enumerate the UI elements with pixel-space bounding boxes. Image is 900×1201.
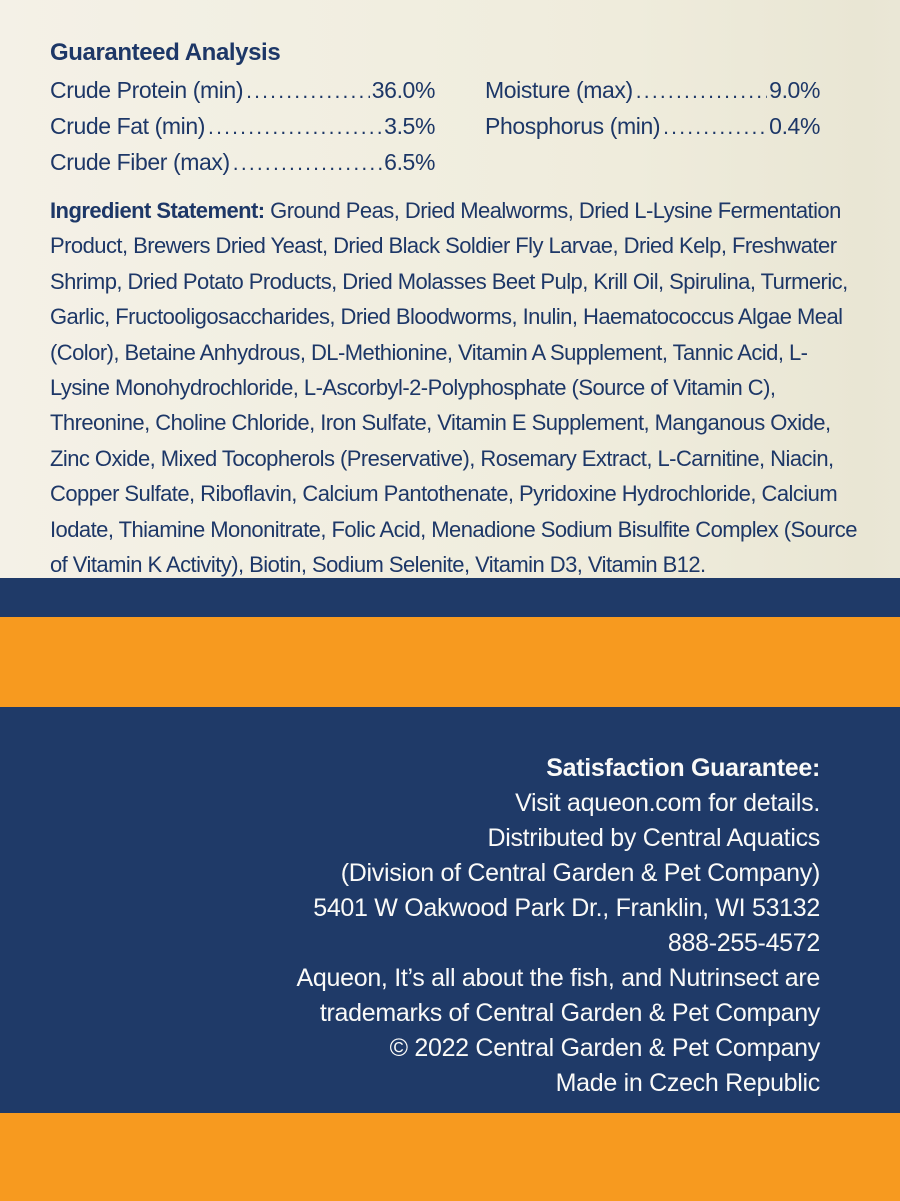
satisfaction-guarantee-title: Satisfaction Guarantee:: [546, 754, 820, 782]
guarantee-line: (Division of Central Garden & Pet Company): [340, 859, 820, 887]
orange-footer-band: [0, 1113, 900, 1201]
distributor-info-section: [0, 707, 900, 1113]
dot-leader: [205, 110, 382, 145]
guaranteed-analysis-section: [0, 0, 900, 578]
nutrient-value: 9.0%: [769, 77, 820, 103]
analysis-row: [50, 109, 435, 145]
analysis-column-right: [485, 73, 820, 181]
dot-leader: [230, 146, 382, 181]
nutrient-name: Crude Protein (min): [50, 77, 244, 103]
guaranteed-analysis-title: Guaranteed Analysis: [50, 39, 281, 66]
ingredient-statement-label: Ingredient Statement:: [50, 198, 265, 223]
guarantee-line: © 2022 Central Garden & Pet Company: [389, 1034, 820, 1062]
dot-leader: [243, 74, 370, 109]
dot-leader: [660, 110, 767, 145]
nutrient-value: 6.5%: [384, 149, 435, 175]
analysis-table: [50, 73, 855, 181]
analysis-row: [485, 73, 820, 109]
nutrient-value: 0.4%: [769, 113, 820, 139]
blue-divider-band: [0, 578, 900, 617]
nutrient-name: Crude Fiber (max): [50, 149, 230, 175]
analysis-row: [50, 73, 435, 109]
nutrient-name: Crude Fat (min): [50, 113, 206, 139]
nutrient-name: Phosphorus (min): [485, 113, 661, 139]
guarantee-line: Made in Czech Republic: [555, 1069, 820, 1097]
guarantee-line: 5401 W Oakwood Park Dr., Franklin, WI 53132: [313, 894, 820, 922]
guarantee-line: Aqueon, It’s all about the fish, and Nutrinsect are: [296, 964, 820, 992]
analysis-row: [485, 109, 820, 145]
analysis-row: [50, 145, 435, 181]
dot-leader: [633, 74, 767, 109]
guarantee-line: 888-255-4572: [667, 929, 820, 957]
analysis-column-left: [50, 73, 435, 181]
nutrient-value: 3.5%: [384, 113, 435, 139]
guarantee-line: Visit aqueon.com for details.: [515, 789, 820, 817]
nutrient-value: 36.0%: [371, 77, 435, 103]
guarantee-line: trademarks of Central Garden & Pet Company: [319, 999, 820, 1027]
ingredient-statement: [50, 193, 857, 582]
orange-divider-band: [0, 617, 900, 707]
ingredient-statement-text: Ground Peas, Dried Mealworms, Dried L-Lysine Fermentation Product, Brewers Dried Yeast, Dried Black Soldier Fly Larvae, Dried Kelp, Freshwater Shrimp, Dried Potato Products, Dried Molasses Beet Pulp, Krill Oil, Spirulina, Turmeric, Garlic, Fructooligosaccharides, Dried Bloodworms, Inulin, Haematococcus Algae Meal (Color), Betaine Anhydrous, DL-Methionine, Vitamin A Supplement, Tannic Acid, L-Lysine Monohydrochloride, L-Ascorbyl-2-Polyphosphate (Source of Vitamin C), Threonine, Choline Chloride, Iron Sulfate, Vitamin E Supplement, Manganous Oxide, Zinc Oxide, Mixed Tocopherols (Preservative), Rosemary Extract, L-Carnitine, Niacin, Copper Sulfate, Riboflavin, Calcium Pantothenate, Pyridoxine Hydrochloride, Calcium Iodate, Thiamine Mononitrate, Folic Acid, Menadione Sodium Bisulfite Complex (Source of Vitamin K Activity), Biotin, Sodium Selenite, Vitamin D3, Vitamin B12.: [50, 198, 857, 578]
nutrient-name: Moisture (max): [485, 77, 633, 103]
guarantee-line: Distributed by Central Aquatics: [487, 824, 820, 852]
